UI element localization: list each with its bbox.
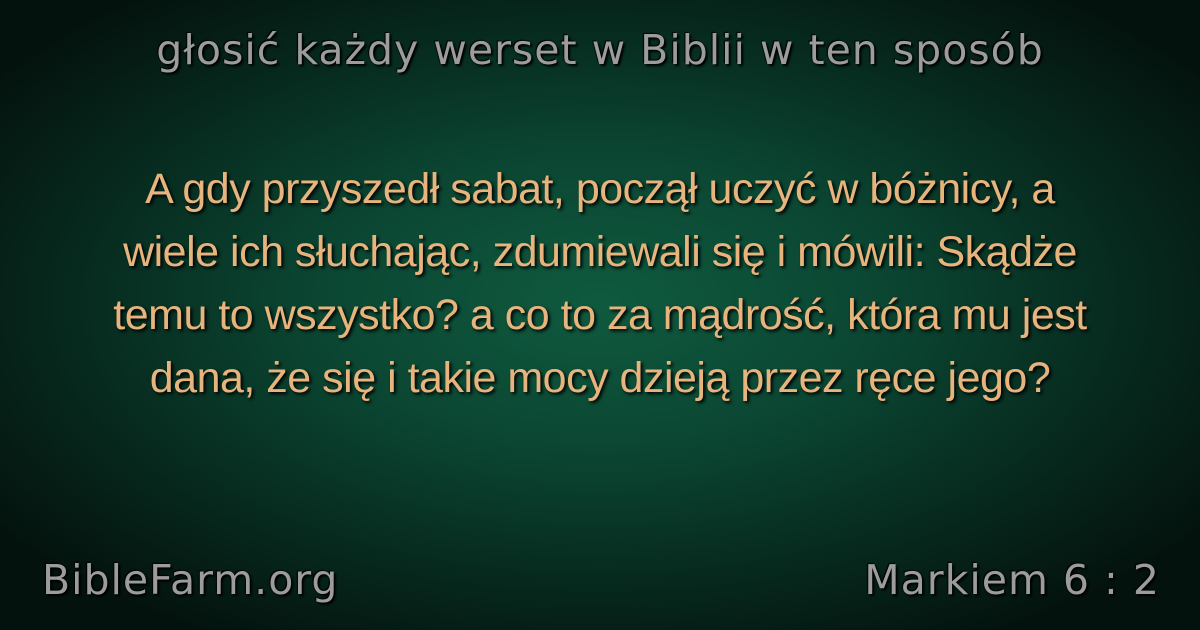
tagline: głosić każdy werset w Biblii w ten sposób (156, 26, 1044, 74)
verse-text (40, 158, 1160, 410)
verse-line: wiele ich słuchając, zdumiewali się i mówili: Skądże (123, 228, 1077, 276)
verse-reference: Markiem 6 : 2 (864, 556, 1160, 604)
verse-line: temu to wszystko? a co to za mądrość, która mu jest (113, 291, 1087, 339)
site-name: BibleFarm.org (42, 556, 339, 604)
verse-line: A gdy przyszedł sabat, począł uczyć w bóżnicy, a (145, 165, 1055, 213)
verse-line: dana, że się i takie mocy dzieją przez ręce jego? (149, 354, 1051, 402)
